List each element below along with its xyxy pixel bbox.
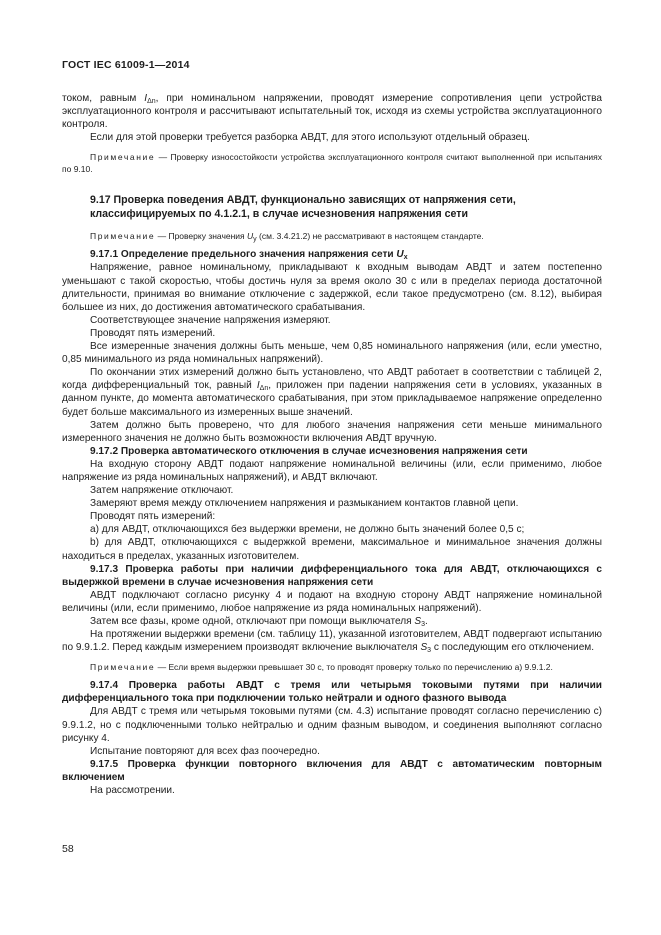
note-endurance: Примечание — Проверку износостойкости устройства эксплуатационного контроля считают выполненной при испытаниях по 9.10. xyxy=(62,152,602,175)
page-number: 58 xyxy=(62,843,74,855)
paragraph-9-17-4-1: Для АВДТ с тремя или четырьмя токовыми путями (см. 4.3) испытание проводят согласно перечислению с) 9.9.1.2, но с подключенными только нейтралью и одним фазным выводом, и соединения выполняют согласно рисунку 4. xyxy=(62,706,602,744)
paragraph-9-17-3-1: АВДТ подключают согласно рисунку 4 и подают на входную сторону АВДТ напряжение номинальной величины (или, если применимо, любое напряжение из ряда номинальных напряжений). xyxy=(62,589,602,614)
subsection-heading-9-17-4: 9.17.4 Проверка работы АВДТ с тремя или четырьмя токовыми путями при наличии дифференциального тока при подключении только нейтрали и одного фазного вывода xyxy=(62,680,602,705)
list-item-a: a) для АВДТ, отключающихся без выдержки времени, не должно быть значений более 0,5 с; xyxy=(90,524,525,536)
paragraph-9-17-2-1: На входную сторону АВДТ подают напряжение номинальной величины (или, если применимо, любое напряжение из ряда номинальных напряжений), и АВДТ включают. xyxy=(62,458,602,483)
paragraph-9-17-1-6: Затем должно быть проверено, что для любого значения напряжения сети меньше минимального измеренного значения не должно быть возможности включения АВДТ вручную. xyxy=(62,419,602,444)
paragraph-9-17-3-2: Затем все фазы, кроме одной, отключают при помощи выключателя $S_3$. xyxy=(90,616,428,628)
paragraph-9-17-2-2: Затем напряжение отключают. xyxy=(90,485,234,497)
paragraph-9-17-2-3: Замеряют время между отключением напряжения и размыканием контактов главной цепи. xyxy=(90,498,519,510)
paragraph-9-17-2-4: Проводят пять измерений: xyxy=(90,511,216,523)
paragraph-9-17-1-2: Соответствующее значение напряжения измеряют. xyxy=(90,314,331,326)
paragraph-9-17-1-1: Напряжение, равное номинальному, прикладывают к входным выводам АВДТ и затем постепенно уменьшают с такой скоростью, чтобы достичь нуля за время около 30 с или в пределах периода достаточной длительности, принимая во внимание отключение с задержкой, если такое предусмотрено (см. 8.12), выбирая большее из них, до достижения автоматического срабатывания. xyxy=(62,262,602,313)
note-delay: Примечание — Если время выдержки превышает 30 с, то проводят проверку только по перечислению а) 9.9.1.2. xyxy=(90,662,553,673)
paragraph-9-17-1-3: Проводят пять измерений. xyxy=(90,327,216,339)
section-heading-9-17: 9.17 Проверка поведения АВДТ, функционально зависящих от напряжения сети, классифицируемых по 4.1.2.1, в случае исчезновения напряжения сети xyxy=(90,194,516,221)
subsection-heading-9-17-2: 9.17.2 Проверка автоматического отключения в случае исчезновения напряжения сети xyxy=(90,445,528,457)
subsection-heading-9-17-3: 9.17.3 Проверка работы при наличии дифференциального тока для АВДТ, отключающихся с выдержкой времени в случае исчезновения напряжения сети xyxy=(62,563,602,588)
paragraph-disassembly: Если для этой проверки требуется разборка АВДТ, для этого используют отдельный образец. xyxy=(90,132,530,144)
paragraph-9-17-4-2: Испытание повторяют для всех фаз поочередно. xyxy=(90,745,320,757)
paragraph-test-current: током, равным $I_{\Delta n}$, при номинальном напряжении, проводят измерение сопротивления цепи устройства эксплуатационного контроля и рассчитывают испытательный ток, исходя из схемы устройства эксплуатационного контроля. xyxy=(62,93,602,131)
page-body xyxy=(62,92,602,797)
paragraph-9-17-1-5: По окончании этих измерений должно быть установлено, что АВДТ работает в соответствии с таблицей 2, когда дифференциальный ток, равный $I_{\Delta n}$, приложен при падении напряжения сети в условиях, указанных в данном пункте, до момента автоматического срабатывания, при этом прикладываемое напряжение определенно будет больше максимального из измеренных выше значений. xyxy=(62,367,602,418)
paragraph-9-17-5-1: На рассмотрении. xyxy=(90,785,175,797)
document-header: ГОСТ IEC 61009-1—2014 xyxy=(62,59,190,71)
subsection-heading-9-17-1: 9.17.1 Определение предельного значения напряжения сети $U_x$ xyxy=(90,249,408,262)
note-uy: Примечание — Проверку значения $U_y$ (см. 3.4.21.2) не рассматривают в настоящем стандарте. xyxy=(90,231,484,244)
subsection-heading-9-17-5: 9.17.5 Проверка функции повторного включения для АВДТ с автоматическим повторным включением xyxy=(62,758,602,783)
paragraph-9-17-3-3: На протяжении выдержки времени (см. таблицу 11), указанной изготовителем, АВДТ подвергают испытанию по 9.9.1.2. Перед каждым измерением производят включение выключателя $S_3$ с последующим его отключением. xyxy=(62,629,602,655)
list-item-b: b) для АВДТ, отключающихся с выдержкой времени, максимальное и минимальное значения должны находиться в пределах, указанных изготовителем. xyxy=(62,537,602,562)
paragraph-9-17-1-4: Все измеренные значения должны быть меньше, чем 0,85 номинального напряжения (или, если уместно, 0,85 минимального из ряда номинальных напряжений). xyxy=(62,341,602,366)
